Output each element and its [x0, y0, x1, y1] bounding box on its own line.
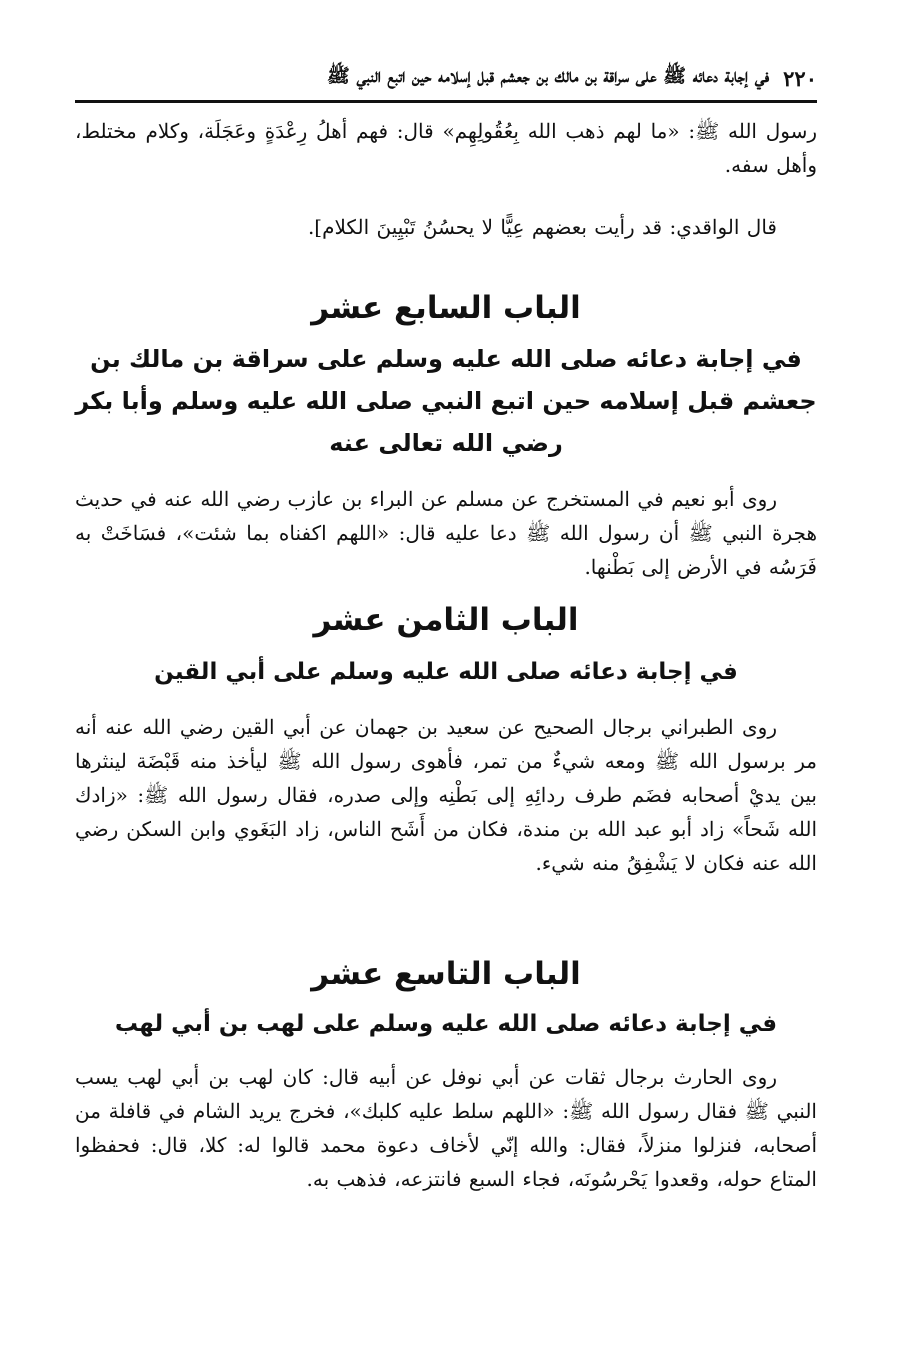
chapter-19 — [75, 954, 817, 1196]
intro-text: رسول الله ﷺ: «ما لهم ذهب الله بِعُقُولِهِم» قال: فهم أهلُ رِعْدَةٍ وعَجَلَة، وكلام مختلط، وأهل سفه. — [75, 119, 817, 177]
chapter-text: روى الحارث برجال ثقات عن أبي نوفل عن أبيه قال: كان لهب بن أبي لهب يسب النبي ﷺ فقال رسول الله ﷺ: «اللهم سلط عليه كلبك»، فخرج يريد الشام في قافلة من أصحابه، فنزلوا منزلاً، فقال: والله إنّي لأخاف دعوة محمد قالوا له: كلا، قال: فحفظوا المتاع حوله، وقعدوا يَحْرسُونَه، فجاء السبع فانتزعه، فذهب به. — [75, 1065, 817, 1191]
page-body — [75, 114, 817, 1234]
waqidi-text: قال الواقدي: قد رأيت بعضهم عِيًّا لا يحسُنُ تَبْيِينَ الكلام]. — [307, 215, 777, 239]
chapter-18 — [75, 600, 817, 880]
chapter-title: الباب التاسع عشر — [311, 956, 581, 992]
chapter-text: روى أبو نعيم في المستخرج عن مسلم عن البراء بن عازب رضي الله عنه في حديث هجرة النبي ﷺ أن رسول الله ﷺ دعا عليه قال: «اللهم اكفناه بما شئت»، فسَاخَتْ به فَرَسُه في الأرض إلى بَطْنها. — [75, 487, 817, 579]
page-number: ٢٢٠ — [783, 65, 817, 91]
chapter-text: روى الطبراني برجال الصحيح عن سعيد بن جهمان عن أبي القين رضي الله عنه أنه مر برسول الله ﷺ ومعه شيءٌ من تمر، فأهوى رسول الله ﷺ ليأخذ منه قَبْضَة لينثرها بين يديْ أصحابه فضَم طرف ردائِهِ إلى بَطْنِه وإلى صدره، فقال رسول الله ﷺ: «زادك الله شَحاً» زاد أبو عبد الله بن مندة، فكان من أَشَح الناس، زاد البَغَوي وابن السكن رضي الله عنه فكان لا يَشْفِقُ منه شيء. — [75, 715, 818, 875]
chapter-17 — [75, 288, 817, 584]
chapter-subtitle: في إجابة دعائه صلى الله عليه وسلم على سراقة بن مالك بن جعشم قبل إسلامه حين اتبع النبي صلى الله عليه وسلم وأبا بكر رضي الله تعالى عنه — [75, 345, 817, 457]
intro-paragraph — [75, 114, 817, 182]
chapter-subtitle: في إجابة دعائه صلى الله عليه وسلم على لهب بن أبي لهب — [114, 1011, 778, 1037]
running-title: في إجابة دعائه ﷺ على سراقة بن مالك بن جعشم قبل إسلامه حين اتبع النبي ﷺ — [326, 65, 770, 87]
running-header — [75, 56, 817, 103]
chapter-title: الباب السابع عشر — [311, 290, 581, 326]
waqidi-paragraph — [75, 210, 817, 244]
chapter-subtitle: في إجابة دعائه صلى الله عليه وسلم على أبي القين — [154, 659, 738, 685]
chapter-title: الباب الثامن عشر — [313, 602, 579, 638]
